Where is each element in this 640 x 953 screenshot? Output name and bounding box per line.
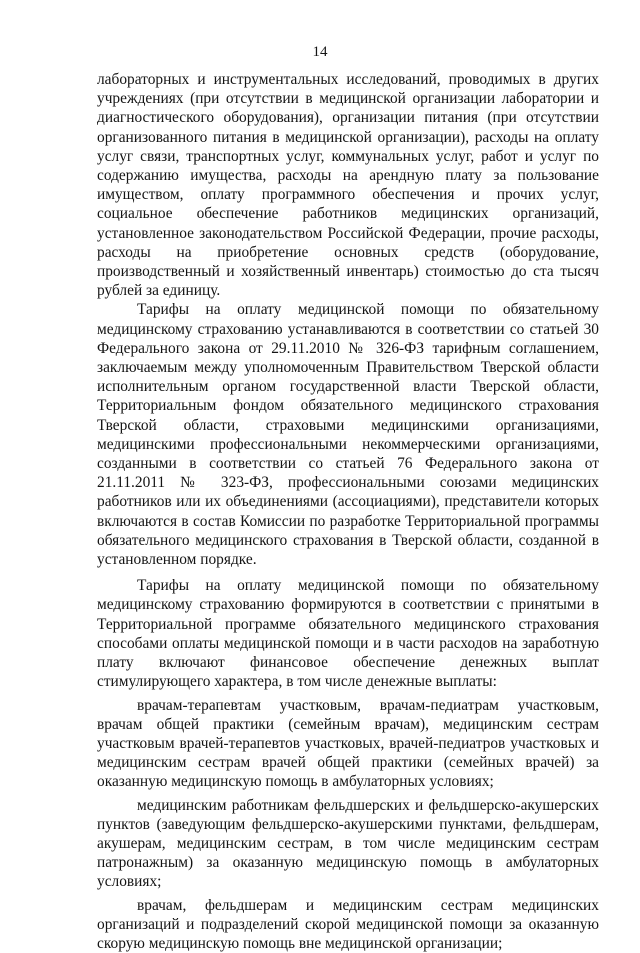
- paragraph-tariffs-formation: Тарифы на оплату медицинской помощи по обязательному медицинскому страхованию формируются в соответствии с принятыми в Территориальной программе обязательного медицинского страхования способами оплаты медицинской помощи и в части расходов на заработную плату включают финансовое обеспечение денежных выплат стимулирующего характера, в том числе денежные выплаты:: [97, 577, 599, 691]
- paragraph-tariffs-establishment: Тарифы на оплату медицинской помощи по обязательному медицинскому страхованию устанавливаются в соответствии со статьей 30 Федерального закона от 29.11.2010 № 326-ФЗ тарифным соглашением, заключаемым между уполномоченным Правительством Тверской области исполнительным органом государственной власти Тверской области, Территориальным фондом обязательного медицинского страхования Тверской области, страховыми медицинскими организациями, медицинскими профессиональными некоммерческими организациями, созданными в соответствии со статьей 76 Федерального закона от 21.11.2011 № 323-ФЗ, профессиональными союзами медицинских работников или их объединениями (ассоциациями), представители которых включаются в состав Комиссии по разработке Территориальной программы обязательного медицинского страхования в Тверской области, созданной в установленном порядке.: [97, 301, 599, 569]
- document-body: [97, 70, 599, 953]
- page-number: 14: [312, 44, 328, 60]
- list-item-district-doctors: врачам-терапевтам участковым, врачам-педиатрам участковым, врачам общей практики (семейным врачам), медицинским сестрам участковым врачей-терапевтов участковых, врачей-педиатров участковых и медицинским сестрам врачей общей практики (семейных врачей) за оказанную медицинскую помощь в амбулаторных условиях;: [97, 696, 599, 791]
- paragraph-continuation: лабораторных и инструментальных исследований, проводимых в других учреждениях (при отсутствии в медицинской организации лаборатории и диагностического оборудования), организации питания (при отсутствии организованного питания в медицинской организации), расходы на оплату услуг связи, транспортных услуг, коммунальных услуг, работ и услуг по содержанию имущества, расходы на арендную плату за пользование имуществом, оплату программного обеспечения и прочих услуг, социальное обеспечение работников медицинских организаций, установленное законодательством Российской Федерации, прочие расходы, расходы на приобретение основных средств (оборудование, производственный и хозяйственный инвентарь) стоимостью до ста тысяч рублей за единицу.: [97, 71, 599, 300]
- list-item-emergency-care: врачам, фельдшерам и медицинским сестрам медицинских организаций и подразделений скорой медицинской помощи за оказанную скорую медицинскую помощь вне медицинской организации;: [97, 896, 599, 952]
- list-item-feldsher-points: медицинским работникам фельдшерских и фельдшерско-акушерских пунктов (заведующим фельдшерско-акушерскими пунктами, фельдшерам, акушерам, медицинским сестрам, в том числе медицинским сестрам патронажным) за оказанную медицинскую помощь в амбулаторных условиях;: [97, 796, 599, 891]
